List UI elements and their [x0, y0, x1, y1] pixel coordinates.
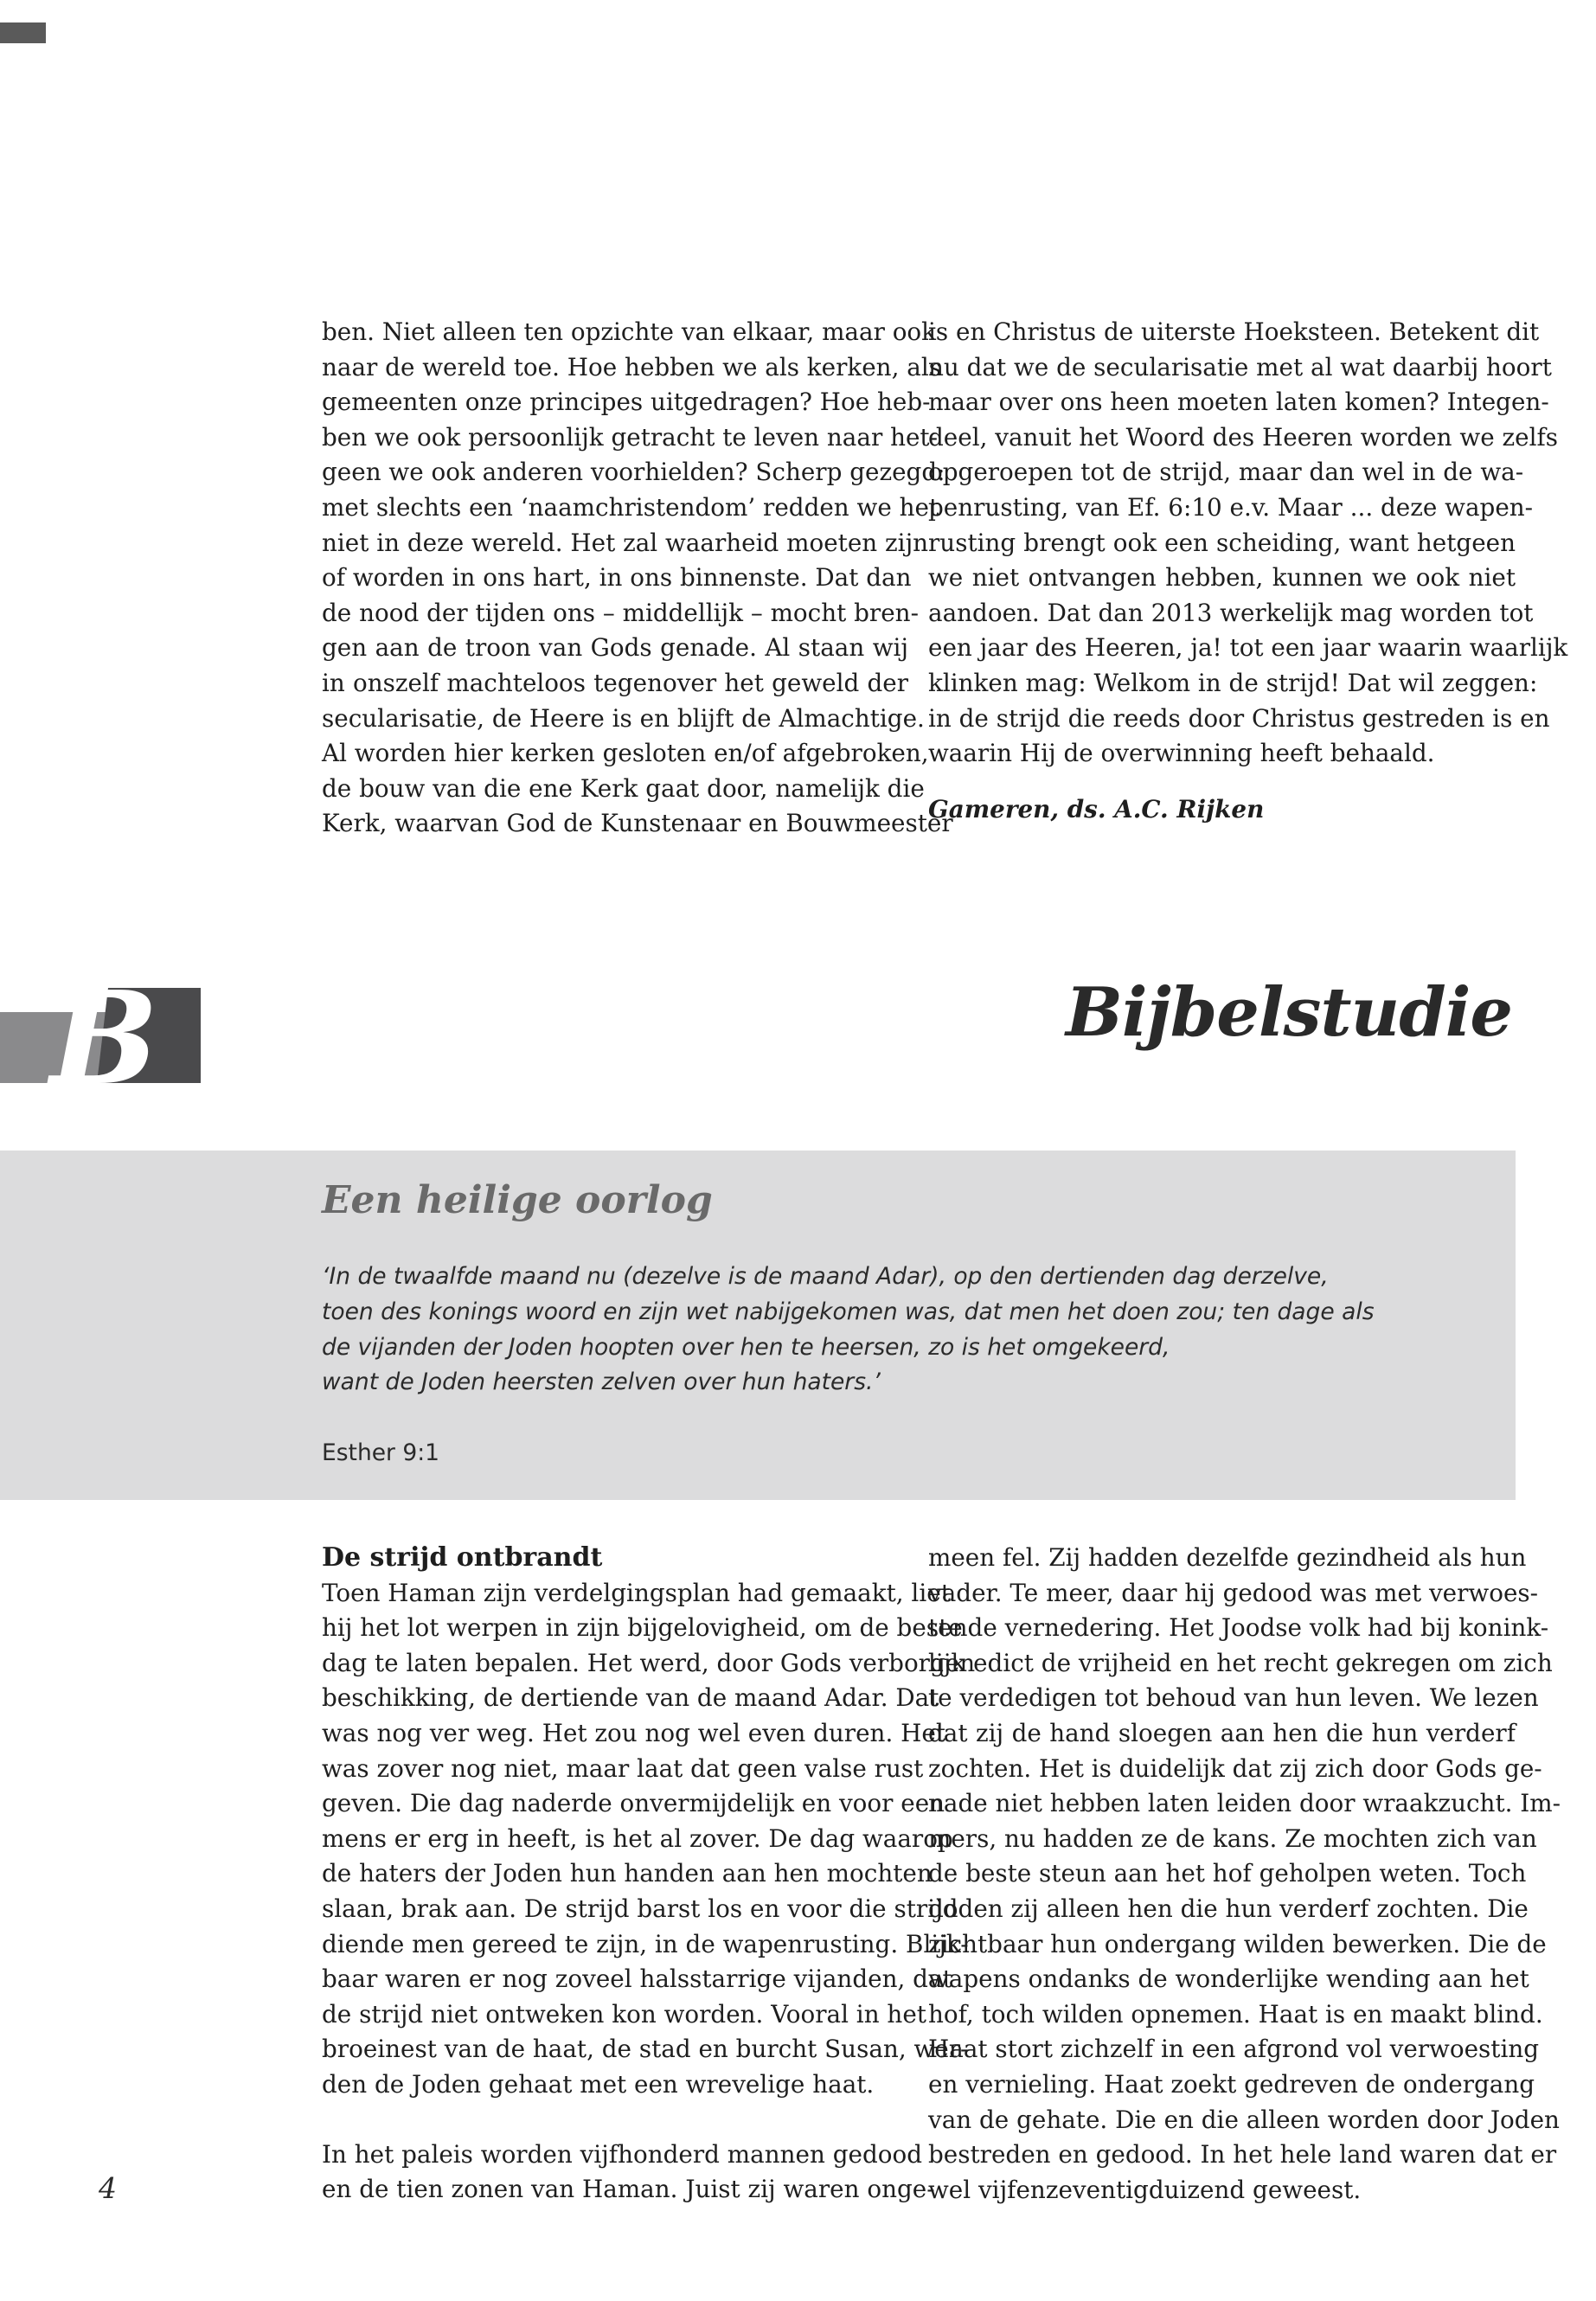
- text-line: want de Joden heersten zelven over hun haters.’: [322, 1368, 881, 1396]
- text-line: van de gehate. Die en die alleen worden door Joden: [928, 2105, 1560, 2134]
- text-line: hij het lot werpen in zijn bijgelovigheid, om de beste: [322, 1613, 963, 1643]
- text-line: klinken mag: Welkom in de strijd! Dat wil zeggen:: [928, 668, 1538, 697]
- text-line: mers, nu hadden ze de kans. Ze mochten zich van: [928, 1823, 1537, 1853]
- text-line: geen we ook anderen voorhielden? Scherp gezegd:: [322, 458, 945, 487]
- text-line: was nog ver weg. Het zou nog wel even duren. Het: [322, 1718, 945, 1747]
- text-line: nu dat we de secularisatie met al wat daarbij hoort: [928, 352, 1552, 381]
- text-line: de bouw van die ene Kerk gaat door, namelijk die: [322, 773, 925, 803]
- bible-reference: Esther 9:1: [322, 1439, 440, 1466]
- text-line: secularisatie, de Heere is en blijft de Almachtige.: [322, 703, 925, 733]
- article-right-column: [928, 1541, 1561, 2208]
- text-line: opgeroepen tot de strijd, maar dan wel in de wa-: [928, 458, 1524, 487]
- text-line: de strijd niet ontweken kon worden. Vooral in het: [322, 1999, 926, 2029]
- section-badge-icon: [0, 988, 201, 1083]
- text-line: vader. Te meer, daar hij gedood was met verwoes-: [928, 1578, 1539, 1607]
- text-line: de vijanden der Joden hoopten over hen te heersen, zo is het omgekeerd,: [322, 1333, 1170, 1361]
- text-line: Al worden hier kerken gesloten en/of afgebroken,: [322, 739, 929, 768]
- intro-title: Een heilige oorlog: [322, 1178, 713, 1222]
- article-paragraph-2: [322, 2138, 935, 2208]
- text-line: of worden in ons hart, in ons binnenste. Dat dan: [322, 563, 912, 593]
- corner-mark: [0, 22, 46, 43]
- text-line: slaan, brak aan. De strijd barst los en voor die strijd: [322, 1894, 958, 1923]
- text-line: in onszelf machteloos tegenover het geweld der: [322, 668, 908, 697]
- top-right-column: [928, 315, 1568, 827]
- text-line: gen aan de troon van Gods genade. Al staan wij: [322, 633, 908, 663]
- text-line: doden zij alleen hen die hun verderf zochten. Die: [928, 1894, 1529, 1923]
- article-right-text: [928, 1541, 1561, 2208]
- text-line: maar over ons heen moeten laten komen? Integen-: [928, 388, 1549, 417]
- text-line: meen fel. Zij hadden dezelfde gezindheid als hun: [928, 1543, 1527, 1572]
- text-line: bestreden en gedood. In het hele land waren dat er: [928, 2140, 1557, 2170]
- text-line: rusting brengt ook een scheiding, want hetgeen: [928, 528, 1516, 557]
- text-line: wapens ondanks de wonderlijke wending aan het: [928, 1965, 1529, 1994]
- section-title: Bijbelstudie: [1065, 973, 1512, 1052]
- text-line: te verdedigen tot behoud van hun leven. We lezen: [928, 1683, 1539, 1713]
- top-left-column: [322, 315, 953, 842]
- top-right-text: [928, 315, 1568, 772]
- text-line: den de Joden gehaat met een wrevelige haat.: [322, 2069, 875, 2099]
- text-line: aandoen. Dat dan 2013 werkelijk mag worden tot: [928, 598, 1534, 627]
- text-line: mens er erg in heeft, is het al zover. De dag waarop: [322, 1823, 953, 1853]
- text-line: niet in deze wereld. Het zal waarheid moeten zijn: [322, 528, 929, 557]
- text-line: tende vernedering. Het Joodse volk had bij konink-: [928, 1613, 1549, 1643]
- text-line: broeinest van de haat, de stad en burcht Susan, wer-: [322, 2035, 969, 2064]
- text-line: dag te laten bepalen. Het werd, door Gods verborgen: [322, 1648, 976, 1677]
- text-line: diende men gereed te zijn, in de wapenrusting. Blijk-: [322, 1929, 969, 1958]
- text-line: Kerk, waarvan God de Kunstenaar en Bouwmeester: [322, 809, 953, 838]
- text-line: gemeenten onze principes uitgedragen? Hoe heb-: [322, 388, 931, 417]
- text-line: nade niet hebben laten leiden door wraakzucht. Im-: [928, 1789, 1561, 1818]
- text-line: in de strijd die reeds door Christus gestreden is en: [928, 703, 1550, 733]
- text-line: hof, toch wilden opnemen. Haat is en maakt blind.: [928, 1999, 1543, 2029]
- text-line: deel, vanuit het Woord des Heeren worden we zelfs: [928, 422, 1559, 452]
- top-left-text: [322, 315, 953, 842]
- text-line: de beste steun aan het hof geholpen weten. Toch: [928, 1859, 1527, 1888]
- text-line: en de tien zonen van Haman. Juist zij waren onge-: [322, 2175, 935, 2204]
- article-left-column: [322, 1541, 976, 2208]
- page-number: 4: [99, 2171, 117, 2205]
- text-line: ben we ook persoonlijk getracht te leven naar het-: [322, 422, 938, 452]
- text-line: een jaar des Heeren, ja! tot een jaar waarin waarlijk: [928, 633, 1568, 663]
- bible-quote: [322, 1259, 1446, 1400]
- text-line: ben. Niet alleen ten opzichte van elkaar, maar ook: [322, 317, 937, 346]
- text-line: Haat stort zichzelf in een afgrond vol verwoesting: [928, 2035, 1540, 2064]
- text-line: naar de wereld toe. Hoe hebben we als kerken, als: [322, 352, 941, 381]
- text-line: wel vijfenzeventigduizend geweest.: [928, 2175, 1362, 2204]
- paragraph-gap: [322, 2103, 908, 2138]
- text-line: Toen Haman zijn verdelgingsplan had gemaakt, liet: [322, 1578, 951, 1607]
- text-line: In het paleis worden vijfhonderd mannen gedood: [322, 2139, 922, 2169]
- text-line: lijk edict de vrijheid en het recht gekregen om zich: [928, 1648, 1553, 1677]
- section-badge-letter: B: [50, 988, 159, 1083]
- text-line: geven. Die dag naderde onvermijdelijk en voor een: [322, 1789, 945, 1818]
- article-paragraph-1: [322, 1576, 976, 2103]
- text-line: we niet ontvangen hebben, kunnen we ook niet: [928, 563, 1516, 593]
- text-line: de haters der Joden hun handen aan hen mochten: [322, 1859, 933, 1888]
- text-line: baar waren er nog zoveel halsstarrige vijanden, dat: [322, 1965, 952, 1994]
- text-line: beschikking, de dertiende van de maand Adar. Dat: [322, 1683, 939, 1713]
- text-line: en vernieling. Haat zoekt gedreven de ondergang: [928, 2069, 1535, 2099]
- text-line: met slechts een ‘naamchristendom’ redden we het: [322, 492, 939, 522]
- text-line: dat zij de hand sloegen aan hen die hun verderf: [928, 1718, 1516, 1747]
- text-line: penrusting, van Ef. 6:10 e.v. Maar ... deze wapen-: [928, 492, 1534, 522]
- text-line: is en Christus de uiterste Hoeksteen. Betekent dit: [928, 317, 1540, 346]
- text-line: waarin Hij de overwinning heeft behaald.: [928, 739, 1435, 768]
- text-line: was zover nog niet, maar laat dat geen valse rust: [322, 1753, 924, 1783]
- text-line: zichtbaar hun ondergang wilden bewerken. Die de: [928, 1929, 1547, 1958]
- text-line: toen des konings woord en zijn wet nabijgekomen was, dat men het doen zou; ten dage als: [322, 1298, 1375, 1325]
- author-signature: Gameren, ds. A.C. Rijken: [928, 794, 1265, 824]
- text-line: zochten. Het is duidelijk dat zij zich door Gods ge-: [928, 1753, 1542, 1783]
- text-line: de nood der tijden ons – middellijk – mocht bren-: [322, 598, 919, 627]
- article-subhead: De strijd ontbrandt: [322, 1542, 603, 1573]
- text-line: ‘In de twaalfde maand nu (dezelve is de maand Adar), op den dertienden dag derzelve,: [322, 1263, 1329, 1290]
